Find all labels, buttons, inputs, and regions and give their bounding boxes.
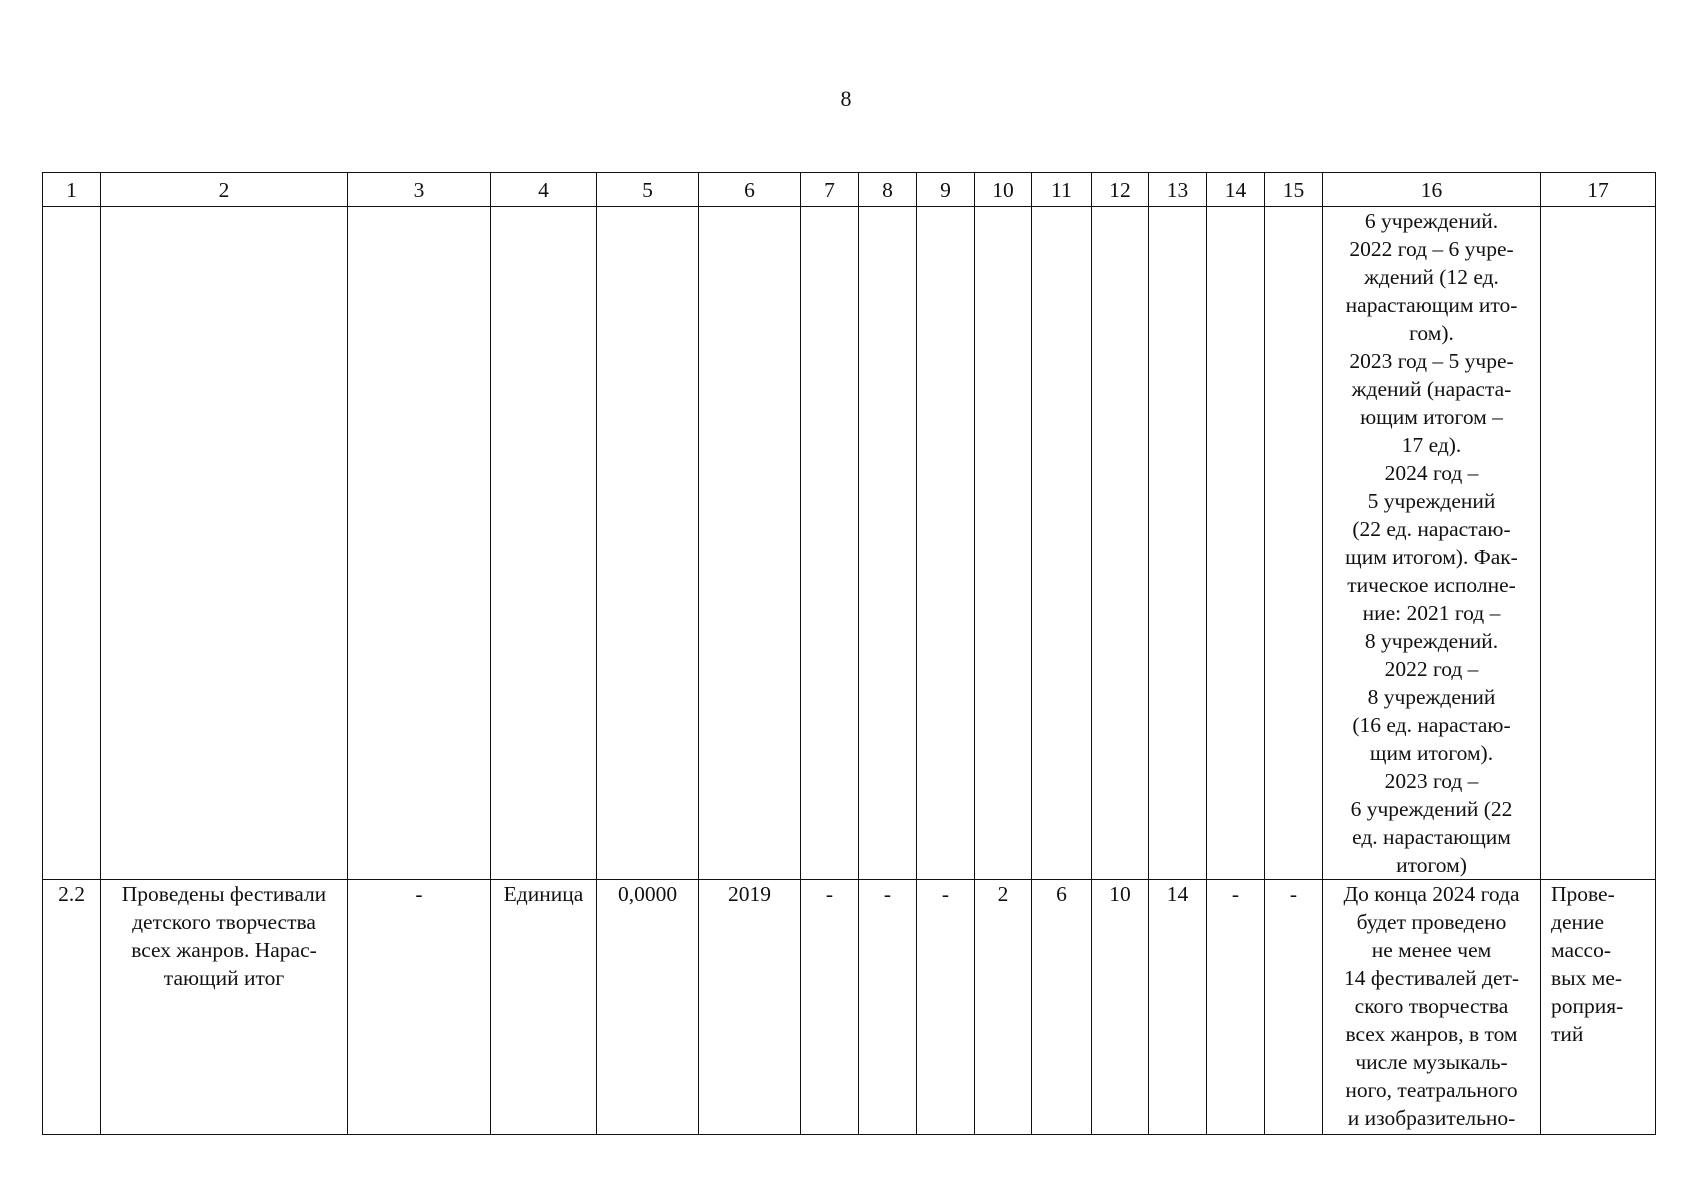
- page-number: 8: [840, 86, 852, 111]
- unit-cell: Единица: [491, 880, 597, 1135]
- col10-cell: 2: [975, 880, 1032, 1135]
- empty-cell: [43, 207, 101, 880]
- table-row-2-2: [43, 880, 1656, 1135]
- col13-cell: 14: [1149, 880, 1207, 1135]
- empty-cell: [348, 207, 491, 880]
- text-line: 14 фестивалей дет-: [1343, 966, 1520, 990]
- col3-cell: -: [348, 880, 491, 1135]
- column-header: 5: [597, 173, 699, 207]
- text-line: не менее чем: [1371, 938, 1492, 962]
- text-line: 2023 год – 5 учре-: [1349, 349, 1514, 373]
- column-header: 14: [1207, 173, 1265, 207]
- text-line: Прове-: [1551, 882, 1615, 906]
- empty-cell: [1149, 207, 1207, 880]
- col9-cell: -: [917, 880, 975, 1135]
- text-line: 2024 год –: [1384, 461, 1479, 485]
- column-header: 10: [975, 173, 1032, 207]
- column-number-row: [43, 173, 1656, 207]
- empty-cell: [1265, 207, 1323, 880]
- empty-cell: [801, 207, 859, 880]
- text-line: будет проведено: [1356, 910, 1507, 934]
- text-line: ждений (нараста-: [1351, 377, 1512, 401]
- text-line: 17 ед).: [1401, 433, 1462, 457]
- text-line: (16 ед. нарастаю-: [1352, 713, 1511, 737]
- column-header: 17: [1541, 173, 1656, 207]
- text-line: 2022 год –: [1384, 657, 1479, 681]
- text-line: ние: 2021 год –: [1362, 601, 1501, 625]
- text-line: и изобразительно-: [1347, 1106, 1516, 1130]
- text-line: щим итогом).: [1369, 741, 1494, 765]
- base-year-cell: 2019: [699, 880, 801, 1135]
- text-line: 6 учреждений.: [1364, 209, 1499, 233]
- text-line: ного, театрального: [1345, 1078, 1518, 1102]
- column-header: 13: [1149, 173, 1207, 207]
- activity-type-cell: [1541, 880, 1656, 1135]
- column-header: 4: [491, 173, 597, 207]
- column-header: 11: [1032, 173, 1092, 207]
- text-line: Проведены фестивали: [121, 882, 327, 906]
- text-line: (22 ед. нарастаю-: [1352, 517, 1511, 541]
- column-header: 7: [801, 173, 859, 207]
- text-line: ед. нарастающим: [1352, 825, 1511, 849]
- text-line: тическое исполне-: [1347, 573, 1516, 597]
- text-line: всех жанров. Нарас-: [131, 938, 317, 962]
- text-line: ждений (12 ед.: [1364, 265, 1499, 289]
- text-line: дение: [1551, 910, 1605, 934]
- text-line: гом).: [1409, 321, 1454, 345]
- empty-cell: [917, 207, 975, 880]
- text-line: 6 учреждений (22: [1350, 797, 1513, 821]
- text-line: 2023 год –: [1384, 769, 1479, 793]
- empty-cell: [859, 207, 917, 880]
- empty-cell: [975, 207, 1032, 880]
- col12-cell: 10: [1092, 880, 1149, 1135]
- text-line: детского творчества: [132, 910, 316, 934]
- text-line: тающий итог: [163, 966, 285, 990]
- col7-cell: -: [801, 880, 859, 1135]
- base-value-cell: 0,0000: [597, 880, 699, 1135]
- indicator-name-cell: [101, 880, 348, 1135]
- column-header: 12: [1092, 173, 1149, 207]
- text-line: 2022 год – 6 учре-: [1349, 237, 1514, 261]
- description-cell: [1323, 880, 1541, 1135]
- empty-cell: [1207, 207, 1265, 880]
- text-line: итогом): [1396, 853, 1467, 877]
- column-header: 9: [917, 173, 975, 207]
- text-line: ского творчества: [1354, 994, 1509, 1018]
- text-line: ющим итогом –: [1360, 405, 1503, 429]
- text-line: 8 учреждений: [1367, 685, 1496, 709]
- text-line: До конца 2024 года: [1343, 882, 1520, 906]
- text-line: массо-: [1551, 938, 1611, 962]
- empty-cell: [1541, 207, 1656, 880]
- empty-cell: [597, 207, 699, 880]
- column-header: 1: [43, 173, 101, 207]
- text-line: нарастающим ито-: [1345, 293, 1518, 317]
- column-header: 15: [1265, 173, 1323, 207]
- empty-cell: [1032, 207, 1092, 880]
- col8-cell: -: [859, 880, 917, 1135]
- results-table: [42, 172, 1656, 1135]
- column-header: 2: [101, 173, 348, 207]
- column-header: 3: [348, 173, 491, 207]
- empty-cell: [699, 207, 801, 880]
- table-row-continuation: [43, 207, 1656, 880]
- empty-cell: [1092, 207, 1149, 880]
- column-header: 6: [699, 173, 801, 207]
- column-header: 8: [859, 173, 917, 207]
- empty-cell: [491, 207, 597, 880]
- text-line: тий: [1551, 1022, 1584, 1046]
- text-line: роприя-: [1551, 994, 1624, 1018]
- column-header: 16: [1323, 173, 1541, 207]
- col11-cell: 6: [1032, 880, 1092, 1135]
- empty-cell: [101, 207, 348, 880]
- text-line: 8 учреждений.: [1364, 629, 1499, 653]
- text-line: всех жанров, в том: [1345, 1022, 1518, 1046]
- text-line: 5 учреждений: [1367, 489, 1496, 513]
- text-line: щим итогом). Фак-: [1345, 545, 1518, 569]
- row-number-cell: 2.2: [43, 880, 101, 1135]
- continuation-description-cell: [1323, 207, 1541, 880]
- text-line: вых ме-: [1551, 966, 1623, 990]
- col15-cell: -: [1265, 880, 1323, 1135]
- text-line: числе музыкаль-: [1355, 1050, 1508, 1074]
- col14-cell: -: [1207, 880, 1265, 1135]
